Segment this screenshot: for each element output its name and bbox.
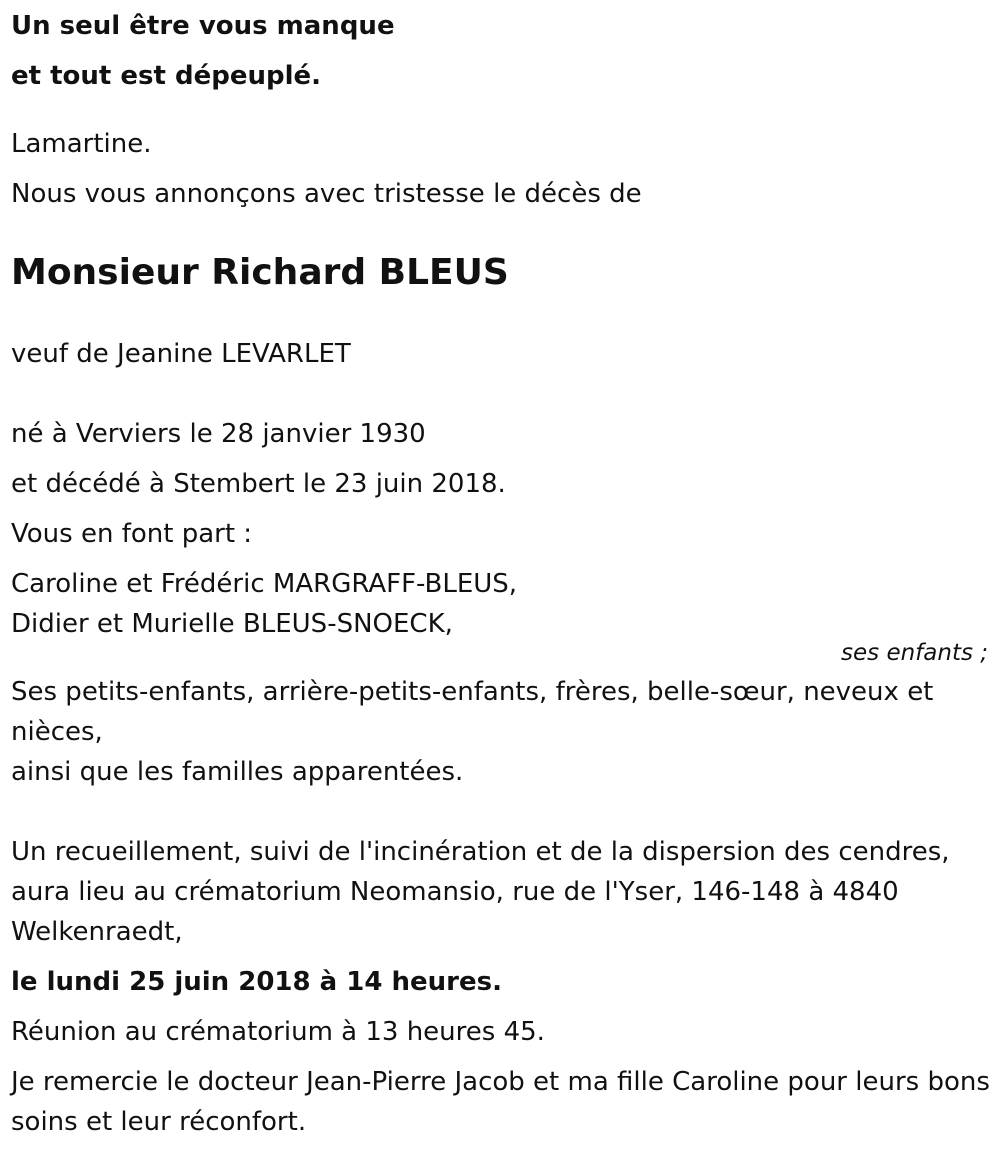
quote-line-1: Un seul être vous manque — [11, 11, 395, 41]
child-entry: Didier et Murielle BLEUS-SNOECK, — [11, 609, 453, 639]
related-families: ainsi que les familles apparentées. — [11, 757, 464, 787]
quote-line-2: et tout est dépeuplé. — [11, 61, 322, 91]
extended-family: Ses petits-enfants, arrière-petits-enfants, frères, belle-sœur, neveux et nièces, — [11, 677, 934, 747]
child-entry: Caroline et Frédéric MARGRAFF-BLEUS, — [11, 569, 518, 599]
ceremony-description: Un recueillement, suivi de l'incinération et de la dispersion des cendres, aura lieu au crématorium Neomansio, rue de l'Yser, 146-148 à 4840 Welkenraedt, — [11, 837, 950, 947]
death-info: et décédé à Stembert le 23 juin 2018. — [11, 469, 506, 499]
announcement-text: Nous vous annonçons avec tristesse le décès de — [11, 179, 642, 209]
meeting-info: Réunion au crématorium à 13 heures 45. — [11, 1017, 545, 1047]
obituary-notice — [11, 6, 990, 1142]
birth-info: né à Verviers le 28 janvier 1930 — [11, 419, 426, 449]
ceremony-datetime: le lundi 25 juin 2018 à 14 heures. — [11, 967, 502, 997]
children-role: ses enfants ; — [841, 640, 988, 666]
children-list — [11, 564, 990, 644]
family-intro: Vous en font part : — [11, 519, 253, 549]
deceased-name: Monsieur Richard BLEUS — [11, 252, 509, 293]
widow-of: veuf de Jeanine LEVARLET — [11, 339, 351, 369]
thanks-text: Je remercie le docteur Jean-Pierre Jacob et ma fille Caroline pour leurs bons soins et leur réconfort. — [11, 1067, 990, 1137]
quote-author: Lamartine. — [11, 129, 152, 159]
